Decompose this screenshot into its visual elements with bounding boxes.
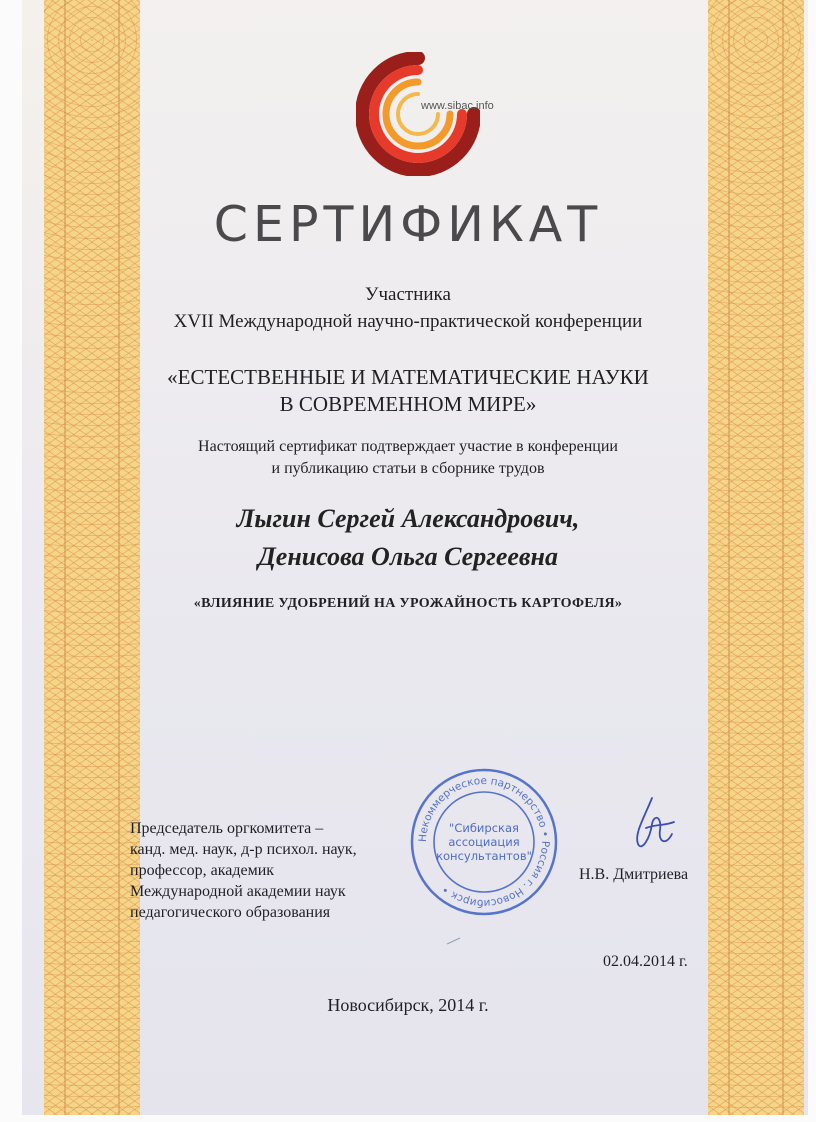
confirm-line1: Настоящий сертификат подтверждает участие в конференции xyxy=(198,438,618,455)
credential-line: Председатель оргкомитета – xyxy=(130,820,324,837)
issue-date: 02.04.2014 г. xyxy=(603,953,688,970)
credential-line: канд. мед. наук, д-р психол. наук, xyxy=(130,841,357,858)
logo-url-text: www.sibac.info xyxy=(421,100,494,112)
participant-line: Участника xyxy=(365,284,451,305)
stamp-center-line: "Сибирская xyxy=(449,821,519,835)
chairman-credentials xyxy=(130,818,357,923)
stamp-center-line: ассоциация xyxy=(448,835,520,849)
author-name-2: Денисова Ольга Сергеевна xyxy=(258,542,558,571)
conference-line: XVII Международной научно-практической конференции xyxy=(173,311,643,332)
organization-stamp-icon xyxy=(408,766,560,918)
credential-line: Международной академии наук xyxy=(130,883,346,900)
city-year: Новосибирск, 2014 г. xyxy=(327,995,489,1015)
article-title: «ВЛИЯНИЕ УДОБРЕНИЙ НА УРОЖАЙНОСТЬ КАРТОФЕЛЯ» xyxy=(193,596,623,611)
confirm-line2: и публикацию статьи в сборнике трудов xyxy=(271,460,545,477)
stamp-center-line: консультантов" xyxy=(436,849,532,863)
sibac-logo-icon xyxy=(356,52,480,176)
stamp-ring-text: Некоммерческое партнерство • Россия г. Новосибирск • xyxy=(416,774,552,910)
credential-line: педагогического образования xyxy=(130,904,331,921)
conference-name-line2: В СОВРЕМЕННОМ МИРЕ» xyxy=(279,392,537,416)
pen-mark-icon xyxy=(446,936,462,946)
handwritten-signature-icon xyxy=(622,794,682,864)
signatory-name: Н.В. Дмитриева xyxy=(579,866,689,883)
credential-line: профессор, академик xyxy=(130,862,275,879)
conference-name-line1: «ЕСТЕСТВЕННЫЕ И МАТЕМАТИЧЕСКИЕ НАУКИ xyxy=(167,365,649,389)
certificate-title: СЕРТИФИКАТ xyxy=(213,196,603,253)
author-name-1: Лыгин Сергей Александрович, xyxy=(236,504,580,533)
